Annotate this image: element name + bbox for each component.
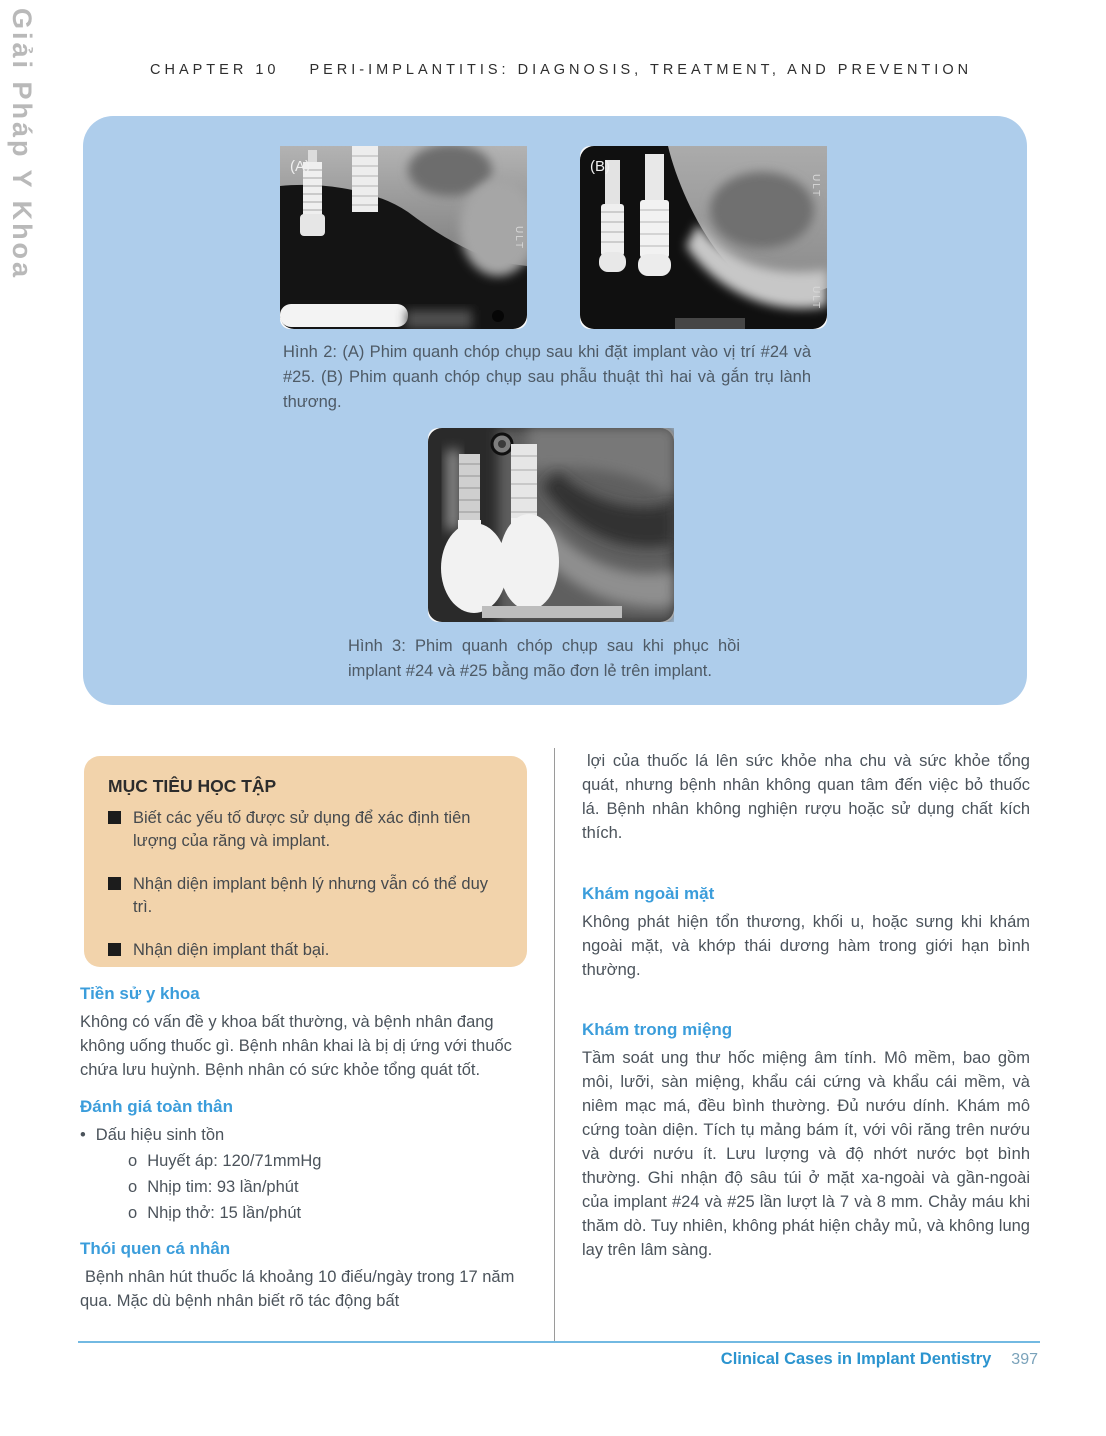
objective-item	[108, 807, 501, 854]
extraoral-exam-text: Không phát hiện tổn thương, khối u, hoặc sưng khi khám ngoài mặt, và khớp thái dương hàm trong giới hạn bình thường.	[582, 912, 1030, 979]
xray-2b-film-mark-top: ULT	[810, 174, 821, 199]
xray-figure-3	[428, 428, 674, 622]
vital-signs-bullet	[80, 1124, 532, 1148]
objective-item	[108, 939, 501, 962]
section-heading-intraoral-exam: Khám trong miệng	[582, 1020, 733, 1040]
learning-objectives-box	[84, 756, 527, 967]
vital-value: Nhịp tim: 93 lần/phút	[147, 1177, 299, 1196]
xray-3-image	[428, 428, 674, 622]
vital-signs-list	[128, 1150, 532, 1226]
xray-2b-image	[580, 146, 827, 329]
objective-item	[108, 873, 501, 920]
square-bullet-icon	[108, 877, 121, 890]
vital-value: Huyết áp: 120/71mmHg	[147, 1151, 322, 1170]
vital-value: Nhịp thở: 15 lần/phút	[147, 1203, 302, 1222]
sub-bullet-icon: o	[128, 1203, 138, 1222]
watermark-text: Giải Pháp Y Khoa	[7, 8, 37, 281]
sub-bullet-icon: o	[128, 1177, 138, 1196]
vital-signs-label: Dấu hiệu sinh tồn	[95, 1125, 225, 1144]
section-heading-extraoral-exam: Khám ngoài mặt	[582, 883, 715, 903]
section-heading-personal-habits: Thói quen cá nhân	[80, 1239, 231, 1259]
objective-text: Nhận diện implant bệnh lý nhưng vẫn có thể duy trì.	[133, 874, 489, 917]
xray-2a-film-mark: ULT	[513, 226, 524, 251]
figure-panel	[83, 116, 1027, 705]
vital-item	[128, 1202, 532, 1226]
vital-item	[128, 1176, 532, 1200]
book-title: Clinical Cases in Implant Dentistry	[720, 1350, 992, 1368]
square-bullet-icon	[108, 811, 121, 824]
figure-3-caption: Hình 3: Phim quanh chóp chụp sau khi phục hồi implant #24 và #25 bằng mão đơn lẻ trên implant.	[348, 637, 740, 680]
objective-text: Biết các yếu tố được sử dụng để xác định tiên lượng của răng và implant.	[133, 809, 471, 851]
chapter-header	[150, 62, 972, 78]
chapter-number: CHAPTER 10	[150, 62, 280, 78]
figure-2b-label: (B)	[590, 158, 610, 175]
intraoral-exam-text: Tầm soát ung thư hốc miệng âm tính. Mô mềm, bao gồm môi, lưỡi, sàn miệng, khẩu cái cứng và khẩu cái mềm, và niêm mạc má, đều bình thường. Đủ nướu dính. Khám mô cứng toàn diện. Tích tụ mảng bám ít, với vôi răng trên nướu và dưới nướu ít. Lưu lượng và độ nhớt nước bọt bình thường. Ghi nhận độ sâu túi ở mặt xa-ngoài và gần-ngoài của implant #24 và #25 lần lượt là 7 và 8 mm. Chảy máu khi thăm dò. Tuy nhiên, không phát hiện chảy mủ, và không lung lay trên lâm sàng.	[582, 1049, 1030, 1259]
footer	[560, 1350, 1038, 1369]
square-bullet-icon	[108, 943, 121, 956]
habits-continuation-text: lợi của thuốc lá lên sức khỏe nha chu và sức khỏe tổng quát, nhưng bệnh nhân không quan tâm đến việc bỏ thuốc lá. Bệnh nhân không nghiện rượu hoặc sử dụng chất kích thích.	[582, 752, 1030, 842]
sub-bullet-icon: o	[128, 1151, 138, 1170]
footer-rule	[78, 1341, 1040, 1343]
xray-figure-2a	[280, 146, 527, 329]
medical-history-text: Không có vấn đề y khoa bất thường, và bệnh nhân đang không uống thuốc gì. Bệnh nhân khai là bị dị ứng với thuốc chứa lưu huỳnh. Bệnh nhân có sức khỏe tổng quát tốt.	[80, 1013, 512, 1079]
section-heading-medical-history: Tiền sử y khoa	[80, 984, 200, 1003]
xray-2b-film-mark-bottom: ULT	[810, 286, 821, 311]
chapter-title: PERI-IMPLANTITIS: DIAGNOSIS, TREATMENT, AND PREVENTION	[309, 62, 973, 78]
right-column	[582, 750, 1030, 1277]
column-divider	[554, 748, 555, 1342]
figure-2a-label: (A)	[290, 158, 310, 175]
left-column	[80, 984, 532, 1328]
xray-figure-2b	[580, 146, 827, 329]
section-heading-systemic-review: Đánh giá toàn thân	[80, 1096, 233, 1116]
page-number: 397	[1011, 1351, 1038, 1368]
xray-2a-image	[280, 146, 527, 329]
figure-2-caption: Hình 2: (A) Phim quanh chóp chụp sau khi đặt implant vào vị trí #24 và #25. (B) Phim quanh chóp chụp sau phẫu thuật thì hai và gắn trụ lành thương.	[283, 343, 811, 411]
vital-item	[128, 1150, 532, 1174]
objective-text: Nhận diện implant thất bại.	[133, 940, 330, 959]
learning-objectives-title: MỤC TIÊU HỌC TẬP	[108, 776, 277, 796]
personal-habits-text: Bệnh nhân hút thuốc lá khoảng 10 điếu/ngày trong 17 năm qua. Mặc dù bệnh nhân biết rõ tác động bất	[80, 1268, 515, 1311]
bullet-icon: •	[80, 1125, 86, 1144]
